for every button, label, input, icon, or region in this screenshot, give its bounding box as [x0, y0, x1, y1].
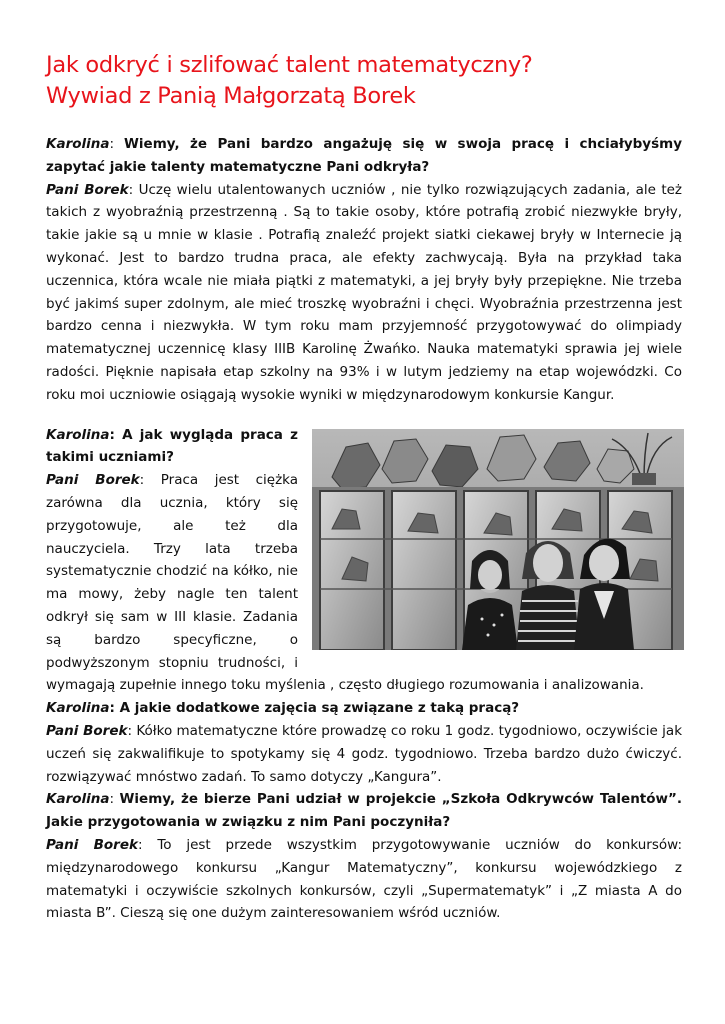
question-1: Karolina: Wiemy, że Pani bardzo angażuję się w swoja pracę i chciałybyśmy zapytać jakie talenty matematyczne Pani odkryła?	[46, 136, 683, 175]
answer-4: Pani Borek: To jest przede wszystkim przygotowywanie uczniów do konkursów: międzynarodowego konkursu „Kangur Matematyczny”, konkursu wojewódzkiego z matematyki i oczywiście szkolnych konkursów, czyli „Supermatematyk” i „Z miasta A do miasta B”. Cieszą się one dużym zainteresowaniem wśród uczniów.	[46, 836, 682, 922]
answer-text: Kółko matematyczne które prowadzę co roku 1 godz. tygodniowo, oczywiście jak uczeń się zakwalifikuje to spotykamy się 4 godz. tygodniowo. Trzeba bardzo dużo ćwiczyć. rozwiązywać mnóstwo zadań. To samo dotyczy „Kangura”.	[46, 722, 683, 785]
answer-1: Pani Borek: Uczę wielu utalentowanych uczniów , nie tylko rozwiązujących zadania, ale też takich z wyobraźnią przestrzenną . Są to takie osoby, które potrafią zrobić niezwykłe bryły, takie jakie są u mnie w klasie . Potrafią znaleźć projekt siatki ciekawej bryły w Internecie ją wykonać. Jest to bardzo trudna praca, ale efekty zachwycają. Była na przykład taka uczennica, która wcale nie miała piątki z matematyki, a jej bryły były przepiękne. Nie trzeba być jakimś super zdolnym, ale mieć troszkę wyobraźni i chęci. Wyobraźnia przestrzenna jest bardzo cenna i niezwykła. W tym roku mam przyjemność przygotowywać do olimpiady matematycznej uczennicę klasy IIIB Karolinę Żwańko. Nauka matematyki sprawia jej wiele radości. Pięknie napisała etap szkolny na 93% i w lutym jedziemy na etap wojewódzki. Co roku moi uczniowie osiągają wysokie wyniki w międzynarodowym konkursie Kangur.	[46, 181, 683, 403]
speaker-interviewer: Karolina	[46, 426, 110, 443]
speaker-respondent: Pani Borek	[46, 472, 140, 489]
speaker-respondent: Pani Borek	[46, 836, 138, 853]
photo-section	[46, 424, 682, 698]
answer-text: To jest przede wszystkim przygotowywanie uczniów do konkursów: międzynarodowego konkursu „Kangur Matematyczny”, konkursu wojewódzkiego z matematyki i oczywiście szkolnych konkursów, czyli „Supermatematyk” i „Z miasta A do miasta B”. Cieszą się one dużym zainteresowaniem wśród uczniów.	[46, 836, 682, 922]
photo-image	[312, 429, 684, 650]
answer-text: Uczę wielu utalentowanych uczniów , nie tylko rozwiązujących zadania, ale też takich z wyobraźnią przestrzenną . Są to takie osoby, które potrafią zrobić niezwykłe bryły, takie jakie są u mnie w klasie . Potrafią znaleźć projekt siatki ciekawej bryły w Internecie ją wykonać. Jest to bardzo trudna praca, ale efekty zachwycają. Była na przykład taka uczennica, która wcale nie miała piątki z matematyki, a jej bryły były przepiękne. Nie trzeba być jakimś super zdolnym, ale mieć troszkę wyobraźni i chęci. Wyobraźnia przestrzenna jest bardzo cenna i niezwykła. W tym roku mam przyjemność przygotowywać do olimpiady matematycznej uczennicę klasy IIIB Karolinę Żwańko. Nauka matematyki sprawia jej wiele radości. Pięknie napisała etap szkolny na 93% i w lutym jedziemy na etap wojewódzki. Co roku moi uczniowie osiągają wysokie wyniki w międzynarodowym konkursie Kangur.	[46, 181, 683, 403]
question-4: Karolina: Wiemy, że bierze Pani udział w projekcie „Szkoła Odkrywców Talentów”. Jakie przygotowania w związku z nim Pani poczyniła?	[46, 791, 683, 831]
answer-text: Praca jest ciężka zarówna dla ucznia, który się przygotowuje, ale też dla nauczyciela. Trzy lata trzeba systematycznie chodzić na kółko, nie ma mowy, żeby nagle ten talent odkrył się sam w III klasie. Zadania są bardzo specyficzne, o podwyższonym stopniu trudności, i wymagają zupełnie innego toku myślenia , często długiego rozumowania i analizowania.	[46, 472, 644, 694]
speaker-interviewer: Karolina	[46, 791, 110, 808]
question-2: Karolina: A jak wygląda praca z takimi uczniami?	[46, 426, 298, 466]
answer-2: Pani Borek: Praca jest ciężka zarówna dla ucznia, który się przygotowuje, ale też dla nauczyciela. Trzy lata trzeba systematycznie chodzić na kółko, nie ma mowy, żeby nagle ten talent odkrył się sam w III klasie. Zadania są bardzo specyficzne, o podwyższonym stopniu trudności, i wymagają zupełnie innego toku myślenia , często długiego rozumowania i analizowania.	[46, 472, 644, 694]
speaker-respondent: Pani Borek	[46, 722, 128, 739]
article-title	[46, 50, 686, 112]
interview-body	[46, 133, 682, 925]
title-line-2: Wywiad z Panią Małgorzatą Borek	[46, 83, 416, 109]
speaker-interviewer: Karolina	[46, 136, 110, 152]
question-text: A jak wygląda praca z takimi uczniami?	[46, 426, 298, 466]
question-text: A jakie dodatkowe zajęcia są związane z taką pracą?	[119, 700, 520, 717]
speaker-respondent: Pani Borek	[46, 181, 129, 198]
question-3: Karolina: A jakie dodatkowe zajęcia są związane z taką pracą?	[46, 700, 520, 717]
question-text: Wiemy, że Pani bardzo angażuję się w swoja pracę i chciałybyśmy zapytać jakie talenty matematyczne Pani odkryła?	[46, 136, 683, 175]
teachers-photo	[312, 429, 684, 650]
speaker-interviewer: Karolina	[46, 700, 110, 717]
answer-3: Pani Borek: Kółko matematyczne które prowadzę co roku 1 godz. tygodniowo, oczywiście jak uczeń się zakwalifikuje to spotykamy się 4 godz. tygodniowo. Trzeba bardzo dużo ćwiczyć. rozwiązywać mnóstwo zadań. To samo dotyczy „Kangura”.	[46, 722, 683, 785]
title-line-1: Jak odkryć i szlifować talent matematyczny?	[46, 52, 533, 78]
question-text: Wiemy, że bierze Pani udział w projekcie „Szkoła Odkrywców Talentów”. Jakie przygotowania w związku z nim Pani poczyniła?	[46, 791, 683, 831]
